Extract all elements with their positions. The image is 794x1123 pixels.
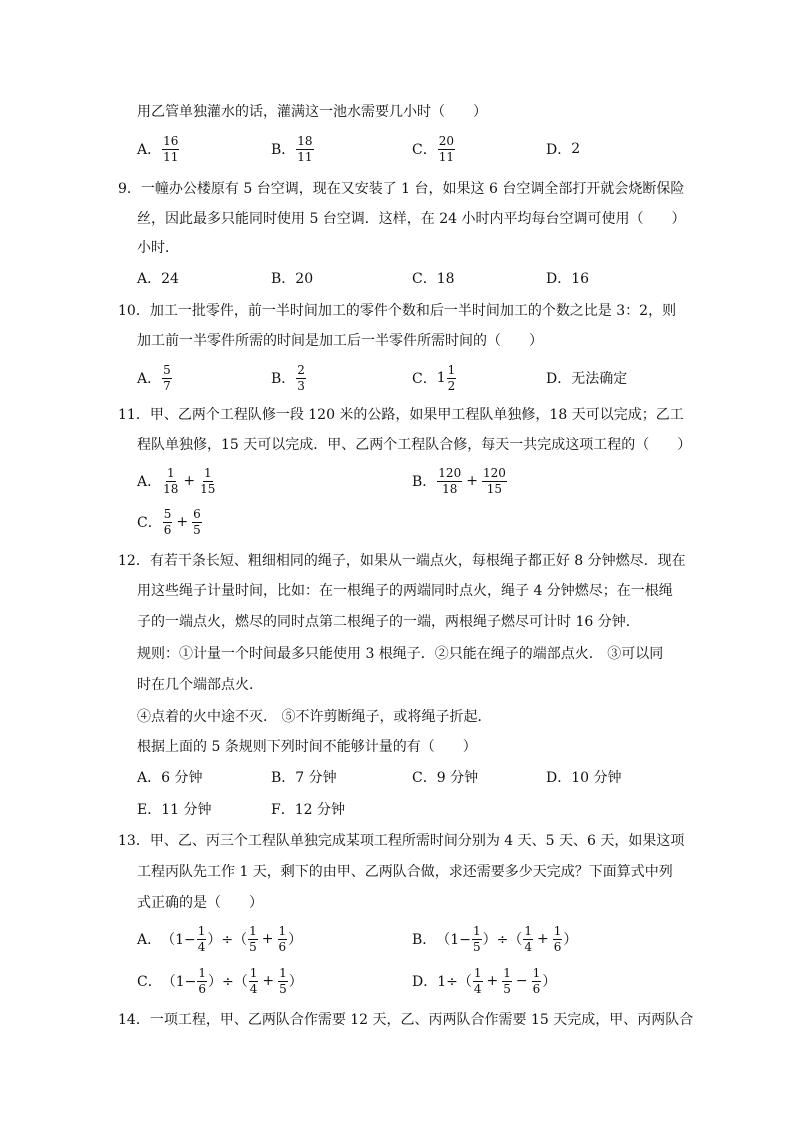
q11-line-2: 程队单独修，15 天可以完成．甲、乙两个工程队合修，每天一共完成这项工程的（ ） [137, 437, 692, 453]
fraction: $\frac{6}{5}$ [193, 506, 201, 537]
fraction: $\frac{1}{4}$ [524, 923, 532, 954]
fraction: $\frac{1}{4}$ [473, 965, 482, 996]
plus-sign: + [466, 473, 478, 489]
q10-option-b[interactable] [271, 361, 307, 395]
fraction: $\frac{1}{5}$ [503, 965, 511, 996]
fraction: $\frac{20}{11}$ [438, 133, 454, 164]
q11-option-a[interactable] [137, 464, 217, 498]
option-text: 2 [571, 141, 581, 157]
expr-divide: ）÷（ [482, 932, 523, 948]
plus-sign: + [262, 973, 275, 989]
option-label: C． [412, 142, 437, 158]
q10-option-a[interactable] [137, 361, 173, 395]
expr-close: ） [288, 974, 303, 990]
q13-line-3: 式正确的是（ ） [137, 895, 263, 911]
fraction: $\frac{1}{5}$ [279, 965, 287, 996]
q9-line-1: 9．一幢办公楼原有 5 台空调，现在又安装了 1 台，如果这 6 台空调全部打开就会烧断保险 [118, 181, 685, 197]
expr-divide: ）÷（ [207, 932, 248, 948]
option-label: C． [137, 515, 162, 531]
fraction: $\frac{1}{6}$ [278, 923, 287, 954]
option-label: A． [137, 932, 162, 948]
plus-sign: + [261, 931, 274, 947]
fraction: $\frac{1}{18}$ [163, 465, 179, 496]
q12-option-d[interactable]: D．10 分钟 [546, 770, 622, 786]
expr-close: ） [563, 932, 578, 948]
expr-close: ） [542, 974, 557, 990]
q12-line-1: 12．有若干条长短、粗细相同的绳子，如果从一端点火，每根绳子都正好 8 分钟燃尽．现在 [118, 553, 686, 569]
fraction: $\frac{5}{6}$ [163, 506, 172, 537]
expr-open: （1− [436, 932, 471, 948]
q11-option-b[interactable] [412, 464, 508, 498]
q9-line-3: 小时． [137, 240, 179, 256]
q13-option-b[interactable] [412, 922, 577, 956]
fraction: $\frac{2}{3}$ [297, 362, 305, 393]
fraction: $\frac{1}{5}$ [249, 923, 257, 954]
expr-open: 1÷（ [437, 974, 472, 990]
expr-divide: ）÷（ [208, 974, 248, 990]
plus-sign: + [536, 931, 549, 947]
fraction: $\frac{120}{15}$ [482, 465, 506, 496]
q13-option-d[interactable] [412, 964, 556, 998]
fraction: $\frac{1}{4}$ [249, 965, 258, 996]
q9-option-d[interactable]: D．16 [546, 271, 590, 287]
q8-option-d[interactable] [546, 132, 580, 166]
option-label: D． [546, 142, 572, 158]
option-label: B． [271, 142, 296, 158]
fraction: $\frac{1}{6}$ [198, 965, 206, 996]
q14-line-1: 14．一项工程，甲、乙两队合作需要 12 天，乙、丙两队合作需要 15 天完成，甲、丙两队合 [118, 1012, 694, 1028]
plus-sign: + [176, 514, 189, 530]
option-label: C． [412, 371, 437, 387]
q12-line-2: 用这些绳子计量时间，比如：在一根绳子的两端同时点火，绳子 4 分钟燃尽；在一根绳 [137, 583, 673, 599]
mixed-whole: 1 [436, 370, 446, 386]
option-label: B． [412, 474, 437, 490]
q12-option-e[interactable]: E．11 分钟 [137, 802, 212, 818]
q13-line-2: 工程丙队先工作 1 天，剩下的由甲、乙两队合做，求还需要多少天完成？下面算式中列 [137, 864, 673, 880]
q12-line-3: 子的一端点火，燃尽的同时点第二根绳子的一端，两根绳子燃尽可计时 16 分钟． [137, 614, 640, 630]
fraction: $\frac{1}{15}$ [200, 465, 216, 496]
q10-option-c[interactable] [412, 361, 457, 395]
q12-rules-line: 规则：①计量一个时间最多只能使用 3 根绳子．②只能在绳子的端部点火． ③可以同 [137, 646, 664, 662]
q12-rules-line-2: ④点着的火中途不灭． ⑤不许剪断绳子，或将绳子折起． [137, 709, 492, 725]
fraction: $\frac{1}{5}$ [472, 923, 481, 954]
q10-option-d[interactable]: D．无法确定 [546, 371, 628, 387]
q12-option-b[interactable]: B．7 分钟 [271, 770, 337, 786]
fraction: $\frac{1}{4}$ [197, 923, 206, 954]
q13-option-a[interactable] [137, 922, 302, 956]
fraction: $\frac{5}{7}$ [163, 362, 171, 393]
option-label: B． [271, 371, 296, 387]
option-label: B． [412, 932, 437, 948]
q8-option-b[interactable] [271, 132, 315, 166]
q10-line-1: 10．加工一批零件，前一半时间加工的零件个数和后一半时间加工的个数之比是 3：2，则 [118, 303, 677, 319]
fraction: $\frac{120}{18}$ [438, 465, 462, 496]
fraction: $\frac{1}{6}$ [553, 923, 562, 954]
fraction: $\frac{1}{2}$ [447, 362, 456, 393]
q8-option-a[interactable] [137, 132, 180, 166]
option-label: A． [137, 474, 162, 490]
fraction: $\frac{1}{6}$ [532, 965, 541, 996]
option-label: A． [137, 371, 162, 387]
plus-sign: + [486, 973, 499, 989]
q8-tail-line: 用乙管单独灌水的话，灌满这一池水需要几小时（ ） [137, 104, 487, 120]
q13-line-1: 13．甲、乙、丙三个工程队单独完成某项工程所需时间分别为 4 天、5 天、6 天，如果这项 [118, 833, 685, 849]
q13-option-c[interactable] [137, 964, 303, 998]
option-label: A． [137, 142, 162, 158]
q12-option-c[interactable]: C．9 分钟 [412, 770, 479, 786]
q9-line-2: 丝，因此最多只能同时使用 5 台空调．这样，在 24 小时内平均每台空调可使用（ ） [137, 211, 686, 227]
minus-sign: − [515, 973, 528, 989]
q9-option-b[interactable]: B．20 [271, 271, 314, 287]
q10-line-2: 加工前一半零件所需的时间是加工后一半零件所需时间的（ ） [137, 333, 543, 349]
option-label: D． [412, 974, 438, 990]
q11-line-1: 11．甲、乙两个工程队修一段 120 米的公路，如果甲工程队单独修，18 天可以完成；乙工 [118, 407, 684, 423]
option-label: C． [137, 974, 162, 990]
plus-sign: + [183, 473, 196, 489]
expr-close: ） [288, 932, 303, 948]
q9-option-a[interactable]: A．24 [137, 271, 179, 287]
q12-rules-line-cont: 时在几个端部点火． [137, 677, 263, 693]
q12-option-f[interactable]: F．12 分钟 [271, 802, 345, 818]
fraction: $\frac{16}{11}$ [163, 133, 179, 164]
q8-option-c[interactable] [412, 132, 456, 166]
expr-open: （1− [161, 974, 197, 990]
q12-option-a[interactable]: A．6 分钟 [137, 770, 203, 786]
fraction: $\frac{18}{11}$ [297, 133, 313, 164]
q9-option-c[interactable]: C．18 [412, 271, 455, 287]
expr-open: （1− [161, 932, 196, 948]
q11-option-c[interactable] [137, 505, 203, 539]
q12-question-line: 根据上面的 5 条规则下列时间不能够计量的有（ ） [137, 739, 477, 755]
